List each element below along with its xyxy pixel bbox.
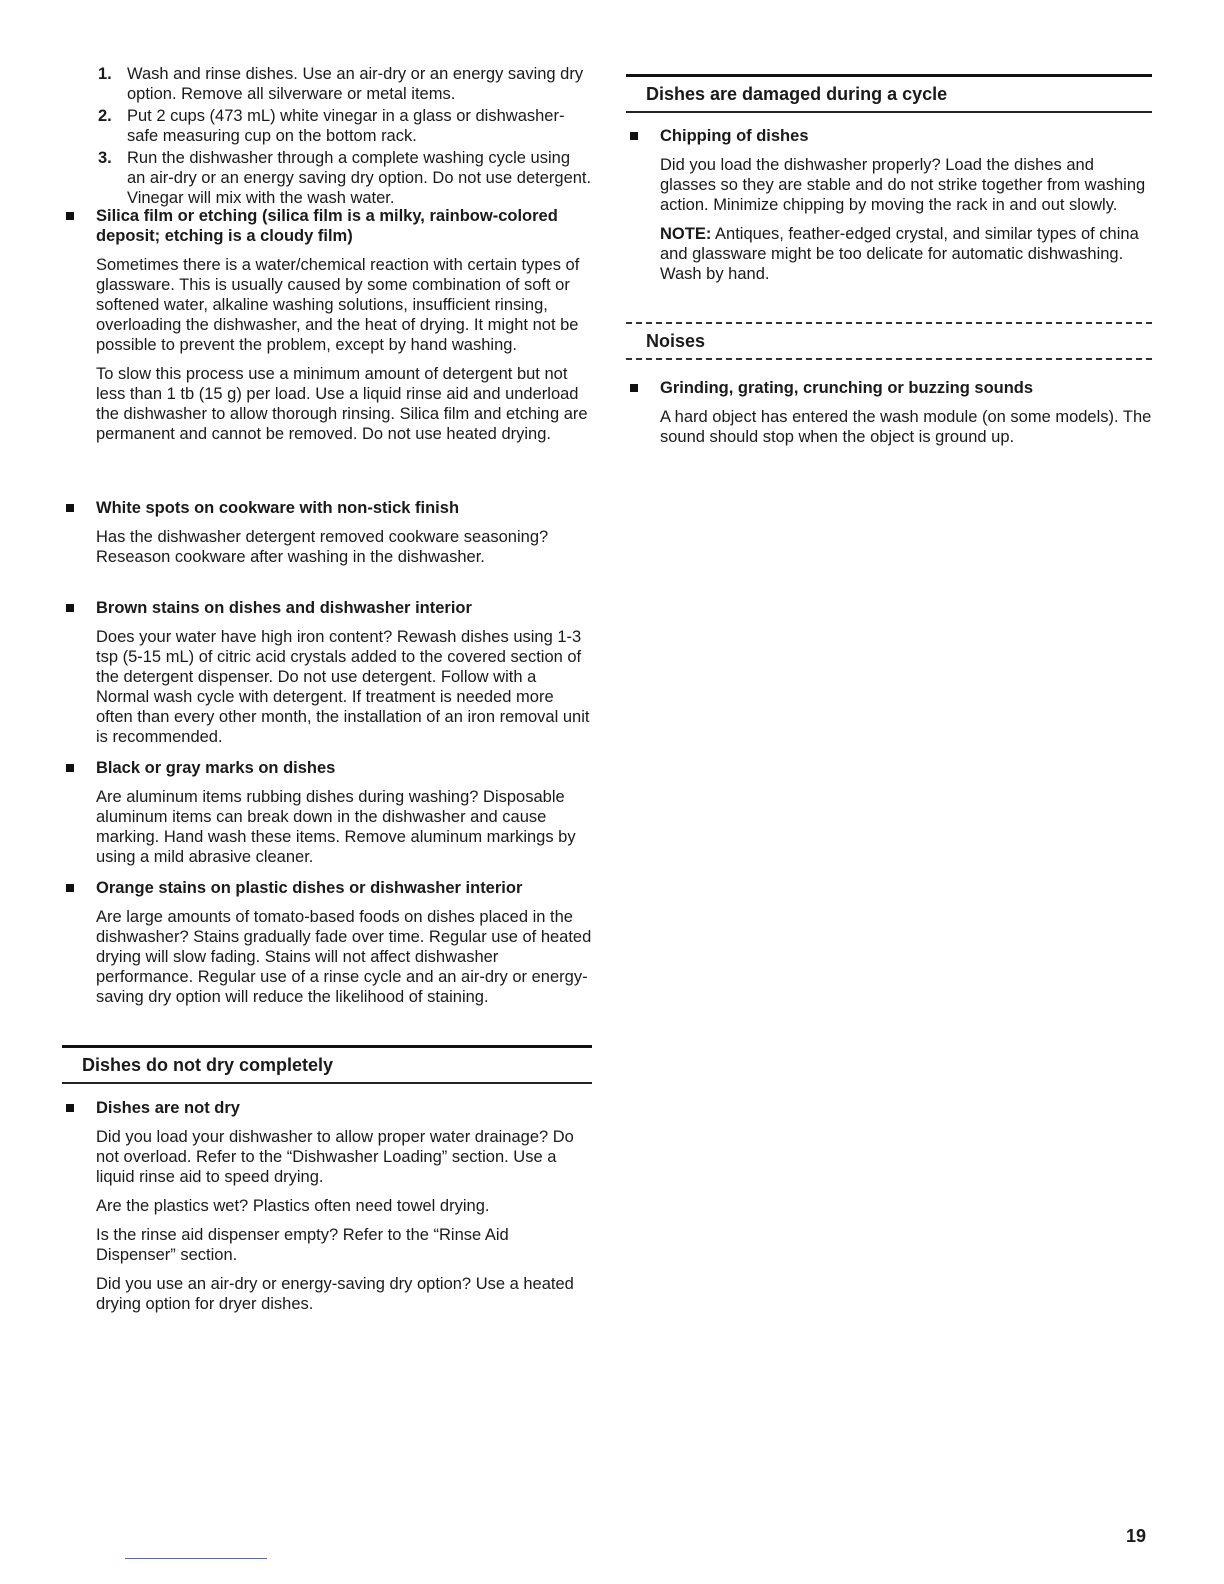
- bullet-square-icon: [66, 604, 74, 612]
- bullet-heading: Orange stains on plastic dishes or dishwasher interior: [62, 878, 592, 898]
- bullet-paragraph: A hard object has entered the wash module (on some models). The sound should stop when the object is ground up.: [660, 408, 1152, 446]
- bullet-paragraph: Did you load your dishwasher to allow proper water drainage? Do not overload. Refer to the “Dishwasher Loading” section. Use a liquid rinse aid to speed drying.: [96, 1128, 574, 1186]
- bullet-square-icon: [630, 384, 638, 392]
- bullet-heading: Grinding, grating, crunching or buzzing sounds: [626, 378, 1152, 398]
- bullet-orange-stains: [62, 878, 592, 1007]
- note-paragraph: [660, 224, 1152, 284]
- step-text: Wash and rinse dishes. Use an air-dry or an energy saving dry option. Remove all silverware or metal items.: [127, 65, 584, 103]
- bullet-white-spots: [62, 498, 592, 567]
- note-text: Antiques, feather-edged crystal, and similar types of china and glassware might be too delicate for automatic dishwashing. Wash by hand.: [660, 225, 1139, 283]
- bullet-heading: Silica film or etching (silica film is a milky, rainbow-colored deposit; etching is a cloudy film): [62, 206, 592, 246]
- vinegar-rinse-steps: [62, 64, 592, 210]
- bullet-square-icon: [630, 132, 638, 140]
- step-text: Run the dishwasher through a complete washing cycle using an air-dry or an energy saving dry option. Do not use detergent. Vinegar will mix with the wash water.: [127, 149, 592, 207]
- bullet-heading: Dishes are not dry: [62, 1098, 592, 1118]
- step-number: 1.: [98, 65, 112, 83]
- bullet-square-icon: [66, 764, 74, 772]
- step-item: [62, 64, 592, 104]
- bullet-paragraph: Are large amounts of tomato-based foods on dishes placed in the dishwasher? Stains gradually fade over time. Regular use of heated drying will slow fading. Stains will not affect dishwasher performance. Regular use of a rinse cycle and an air-dry or energy-saving dry option will reduce the likelihood of staining.: [96, 908, 592, 1006]
- section-header-dry: Dishes do not dry completely: [62, 1045, 592, 1084]
- bullet-paragraph: Does your water have high iron content? Rewash dishes using 1-3 tsp (5-15 mL) of citric acid crystals added to the covered section of the detergent dispenser. Do not use detergent. Follow with a Normal wash cycle with detergent. If treatment is needed more often than every other month, the installation of an iron removal unit is recommended.: [96, 628, 590, 746]
- bullet-heading: Chipping of dishes: [626, 126, 1152, 146]
- page-number: 19: [1126, 1526, 1147, 1546]
- bullet-square-icon: [66, 212, 74, 220]
- step-number: 3.: [98, 149, 112, 167]
- bullet-paragraph: To slow this process use a minimum amount of detergent but not less than 1 tb (15 g) per load. Use a liquid rinse aid and underload the dishwasher to allow thorough rinsing. Silica film and etching are permanent and cannot be removed. Do not use heated drying.: [96, 365, 588, 443]
- step-item: [62, 148, 592, 208]
- bullet-paragraph: Did you use an air-dry or energy-saving dry option? Use a heated drying option for dryer dishes.: [96, 1275, 574, 1313]
- step-item: [62, 106, 592, 146]
- bullet-black-gray-marks: [62, 758, 592, 867]
- footer-divider: [125, 1558, 267, 1559]
- section-header-noises: Noises: [626, 322, 1152, 360]
- bullet-heading: White spots on cookware with non-stick finish: [62, 498, 592, 518]
- section-header-damaged: Dishes are damaged during a cycle: [626, 74, 1152, 113]
- bullet-paragraph: Did you load the dishwasher properly? Load the dishes and glasses so they are stable and do not strike together from washing action. Minimize chipping by moving the rack in and out slowly.: [660, 156, 1146, 214]
- bullet-paragraph: Are aluminum items rubbing dishes during washing? Disposable aluminum items can break down in the dishwasher and cause marking. Hand wash these items. Remove aluminum markings by using a mild abrasive cleaner.: [96, 788, 576, 866]
- note-label: NOTE:: [660, 225, 712, 243]
- bullet-grinding-sounds: [626, 378, 1152, 447]
- bullet-dishes-not-dry: [62, 1098, 592, 1314]
- bullet-brown-stains: [62, 598, 592, 747]
- step-number: 2.: [98, 107, 112, 125]
- step-text: Put 2 cups (473 mL) white vinegar in a glass or dishwasher-safe measuring cup on the bottom rack.: [127, 107, 565, 145]
- bullet-square-icon: [66, 504, 74, 512]
- bullet-chipping: [626, 126, 1152, 284]
- bullet-square-icon: [66, 1104, 74, 1112]
- bullet-heading: Black or gray marks on dishes: [62, 758, 592, 778]
- bullet-paragraph: Sometimes there is a water/chemical reaction with certain types of glassware. This is usually caused by some combination of soft or softened water, alkaline washing solutions, insufficient rinsing, overloading the dishwasher, and the heat of drying. It might not be possible to prevent the problem, except by hand washing.: [96, 256, 580, 354]
- bullet-silica-film: [62, 206, 592, 444]
- bullet-paragraph: Has the dishwasher detergent removed cookware seasoning? Reseason cookware after washing in the dishwasher.: [96, 528, 549, 566]
- bullet-heading: Brown stains on dishes and dishwasher interior: [62, 598, 592, 618]
- bullet-paragraph: Is the rinse aid dispenser empty? Refer to the “Rinse Aid Dispenser” section.: [96, 1226, 509, 1264]
- bullet-square-icon: [66, 884, 74, 892]
- bullet-paragraph: Are the plastics wet? Plastics often need towel drying.: [96, 1197, 490, 1215]
